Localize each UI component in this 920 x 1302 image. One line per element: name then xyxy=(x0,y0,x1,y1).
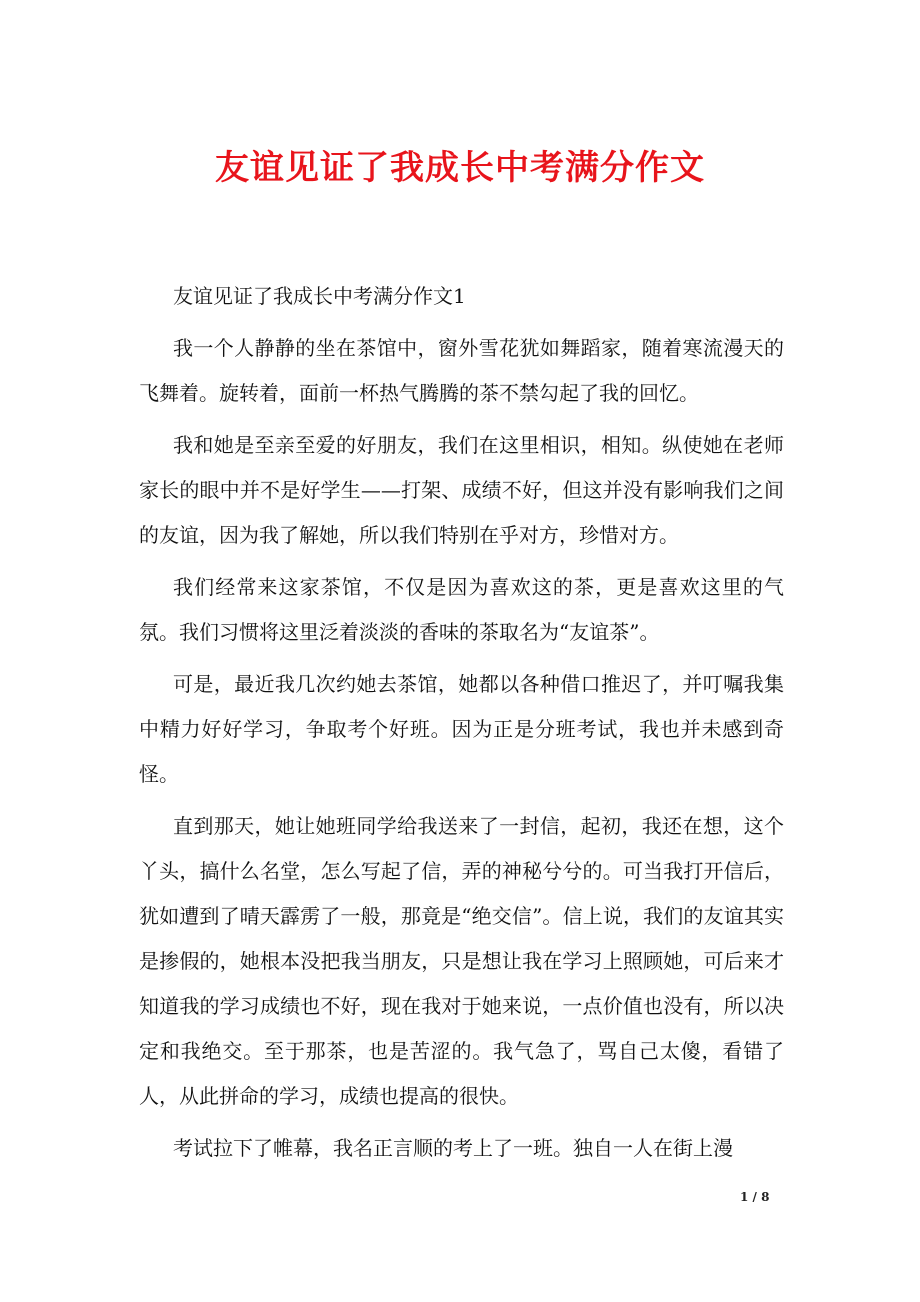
document-body xyxy=(139,274,784,1178)
page-number: 1 / 8 xyxy=(740,1190,770,1204)
document-title: 友谊见证了我成长中考满分作文 xyxy=(215,148,705,188)
paragraph: 考试拉下了帷幕，我名正言顺的考上了一班。独自一人在街上漫 xyxy=(173,1136,733,1160)
paragraph: 可是，最近我几次约她去茶馆，她都以各种借口推迟了，并叮嘱我集中精力好好学习，争取考个好班。因为正是分班考试，我也并未感到奇怪。 xyxy=(139,672,784,786)
paragraph-heading: 友谊见证了我成长中考满分作文1 xyxy=(173,284,466,308)
paragraph: 我一个人静静的坐在茶馆中，窗外雪花犹如舞蹈家，随着寒流漫天的飞舞着。旋转着，面前一杯热气腾腾的茶不禁勾起了我的回忆。 xyxy=(139,336,784,405)
paragraph: 我和她是至亲至爱的好朋友，我们在这里相识，相知。纵使她在老师家长的眼中并不是好学生——打架、成绩不好，但这并没有影响我们之间的友谊，因为我了解她，所以我们特别在乎对方，珍惜对方。 xyxy=(139,433,784,547)
paragraph: 我们经常来这家茶馆，不仅是因为喜欢这的茶，更是喜欢这里的气氛。我们习惯将这里泛着淡淡的香味的茶取名为“友谊茶”。 xyxy=(139,575,784,644)
paragraph: 直到那天，她让她班同学给我送来了一封信，起初，我还在想，这个丫头，搞什么名堂，怎么写起了信，弄的神秘兮兮的。可当我打开信后，犹如遭到了晴天霹雳了一般，那竟是“绝交信”。信上说，我们的友谊其实是掺假的，她根本没把我当朋友，只是想让我在学习上照顾她，可后来才知道我的学习成绩也不好，现在我对于她来说，一点价值也没有，所以决定和我绝交。至于那茶，也是苦涩的。我气急了，骂自己太傻，看错了人，从此拼命的学习，成绩也提高的很快。 xyxy=(139,814,784,1108)
